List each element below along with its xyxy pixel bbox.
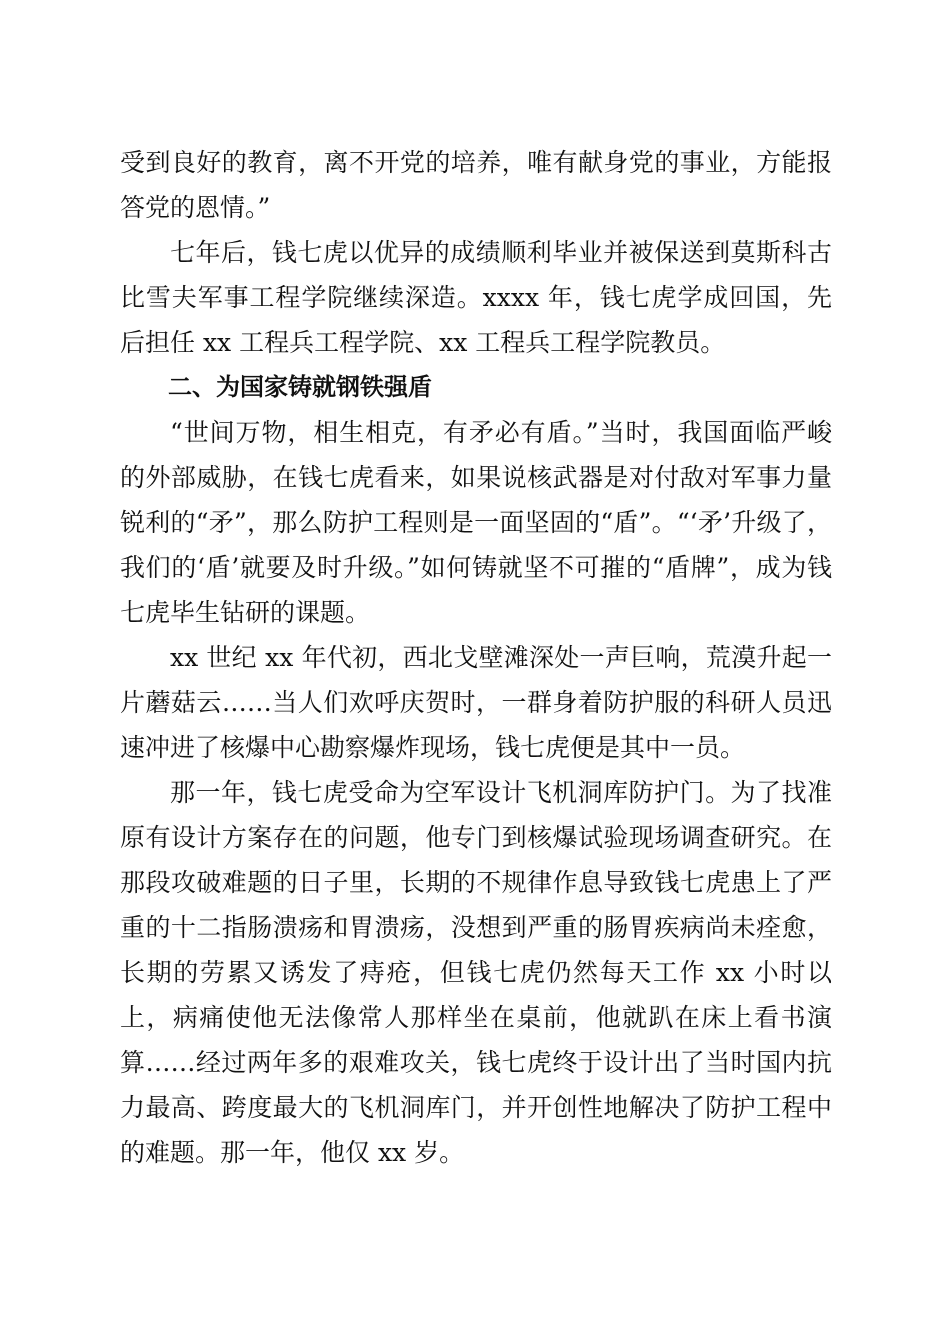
section-heading: 二、为国家铸就钢铁强盾 <box>168 373 432 401</box>
paragraph-graduation: 七年后，钱七虎以优异的成绩顺利毕业并被保送到莫斯科古比雪夫军事工程学院继续深造。xxxx 年，钱七虎学成回国，先后担任 xx 工程兵工程学院、xx 工程兵工程学院教员。 <box>120 238 832 357</box>
paragraph-hangar-door: 那一年，钱七虎受命为空军设计飞机洞库防护门。为了找准原有设计方案存在的问题，他专门到核爆试验现场调查研究。在那段攻破难题的日子里，长期的不规律作息导致钱七虎患上了严重的十二指肠溃疡和胃溃疡，没想到严重的肠胃疾病尚未痊愈，长期的劳累又诱发了痔疮，但钱七虎仍然每天工作 xx 小时以上，病痛使他无法像常人那样坐在桌前，他就趴在床上看书演算……经过两年多的艰难攻关，钱七虎终于设计出了当时国内抗力最高、跨度最大的飞机洞库门，并开创性地解决了防护工程中的难题。那一年，他仅 xx 岁。 <box>120 778 832 1167</box>
paragraph-spear-shield: “世间万物，相生相克，有矛必有盾。”当时，我国面临严峻的外部威胁，在钱七虎看来，如果说核武器是对付敌对军事力量锐利的“矛”，那么防护工程则是一面坚固的“盾”。“‘矛’升级了，我们的‘盾’就要及时升级。”如何铸就坚不可摧的“盾牌”，成为钱七虎毕生钻研的课题。 <box>120 418 832 627</box>
paragraph-continued: 受到良好的教育，离不开党的培养，唯有献身党的事业，方能报答党的恩情。” <box>120 148 832 222</box>
document-body <box>120 140 832 1175</box>
paragraph-nuclear-test: xx 世纪 xx 年代初，西北戈壁滩深处一声巨响，荒漠升起一片蘑菇云……当人们欢呼庆贺时，一群身着防护服的科研人员迅速冲进了核爆中心勘察爆炸现场，钱七虎便是其中一员。 <box>120 643 832 762</box>
